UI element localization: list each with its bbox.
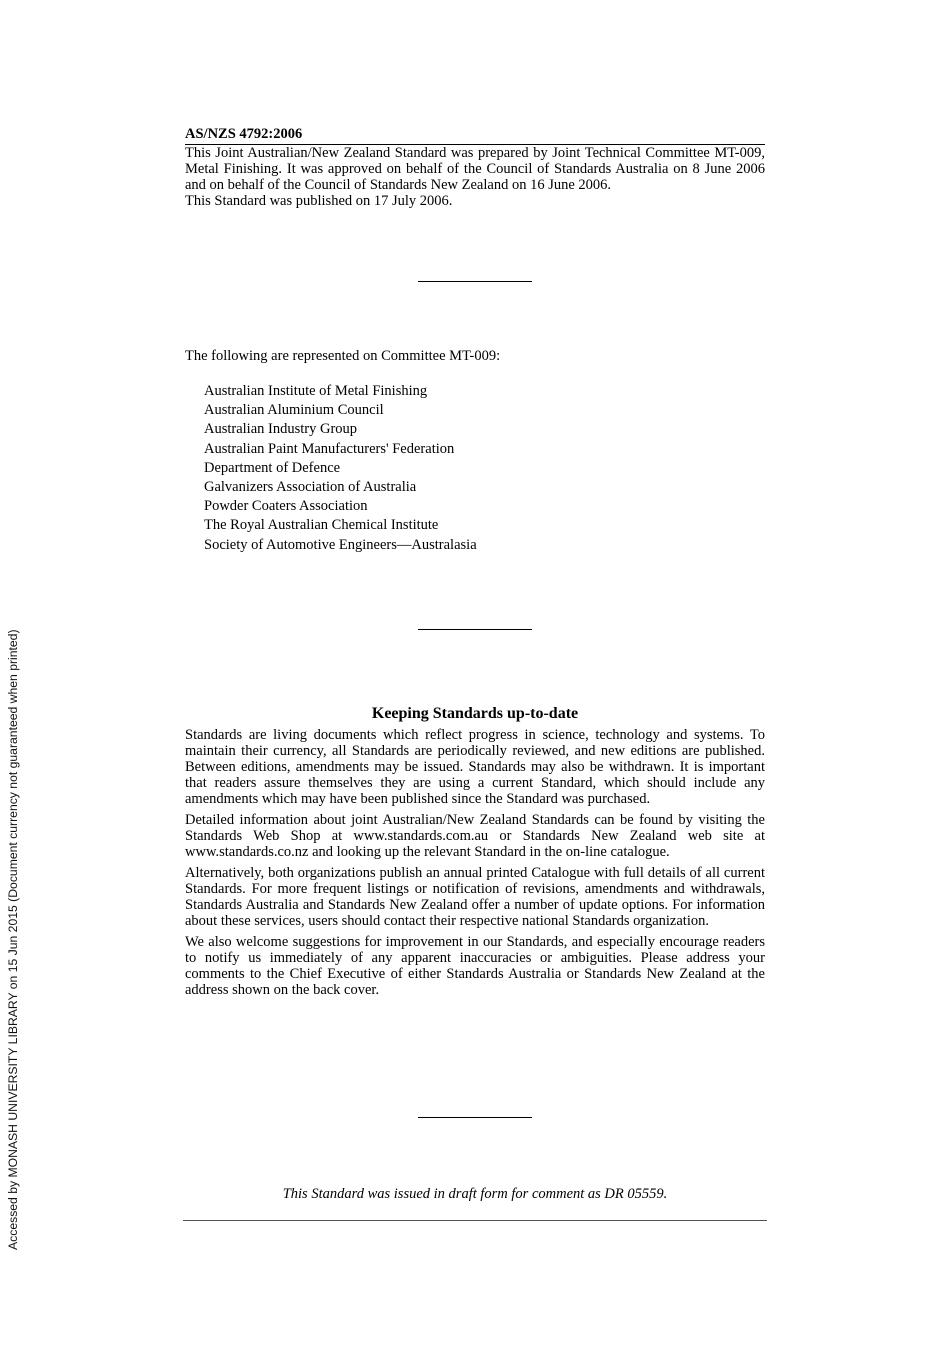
section-divider <box>418 629 532 630</box>
committee-member: Department of Defence <box>204 459 341 476</box>
body-paragraph: Detailed information about joint Australian/New Zealand Standards can be found by visiting the Standards Web Shop at www.standards.com.au or Standards New Zealand web site at www.standards.co.nz and looking up the relevant Standard in the on-line catalogue. <box>185 812 765 860</box>
committee-intro: The following are represented on Committee MT-009: <box>185 348 501 364</box>
committee-member: The Royal Australian Chemical Institute <box>204 517 439 534</box>
section-divider <box>418 281 532 282</box>
committee-member: Powder Coaters Association <box>204 498 368 515</box>
body-paragraph: Alternatively, both organizations publish an annual printed Catalogue with full details of all current Standards. For more frequent listings or notification of revisions, amendments and withdrawals, Standards Australia and Standards New Zealand offer a number of update options. For information about these services, users should contact their respective national Standards organization. <box>185 865 765 929</box>
committee-member-list <box>204 382 477 555</box>
committee-member: Galvanizers Association of Australia <box>204 479 417 496</box>
body-paragraph: Standards are living documents which reflect progress in science, technology and systems. To maintain their currency, all Standards are periodically reviewed, and new editions are published. Between editions, amendments may be issued. Standards may also be withdrawn. It is important that readers assure themselves they are using a current Standard, which should include any amendments which may have been published since the Standard was purchased. <box>185 727 765 807</box>
access-watermark: Accessed by MONASH UNIVERSITY LIBRARY on 15 Jun 2015 (Document currency not guaranteed when printed) <box>6 629 20 1250</box>
keeping-up-to-date-heading: Keeping Standards up-to-date <box>371 705 579 722</box>
committee-member: Australian Aluminium Council <box>204 402 384 419</box>
committee-member: Australian Industry Group <box>204 421 358 438</box>
committee-member: Australian Institute of Metal Finishing <box>204 383 428 399</box>
keeping-up-to-date-body <box>185 727 765 1003</box>
standard-info-block <box>185 126 765 209</box>
prepared-statement: This Joint Australian/New Zealand Standard was prepared by Joint Technical Committee MT-009, Metal Finishing. It was approved on behalf of the Council of Standards Australia on 8 June 2006 and on behalf of the Council of Standards New Zealand on 16 June 2006. <box>185 145 765 193</box>
footer-rule <box>183 1220 767 1221</box>
draft-note: This Standard was issued in draft form for comment as DR 05559. <box>282 1186 668 1202</box>
section-divider <box>418 1117 532 1118</box>
body-paragraph: We also welcome suggestions for improvement in our Standards, and especially encourage readers to notify us immediately of any apparent inaccuracies or ambiguities. Please address your comments to the Chief Executive of either Standards Australia or Standards New Zealand at the address shown on the back cover. <box>185 934 765 998</box>
committee-member: Society of Automotive Engineers—Australasia <box>204 536 477 553</box>
committee-member: Australian Paint Manufacturers' Federation <box>204 440 455 457</box>
standard-id: AS/NZS 4792:2006 <box>185 126 303 142</box>
published-statement: This Standard was published on 17 July 2006. <box>185 193 453 209</box>
